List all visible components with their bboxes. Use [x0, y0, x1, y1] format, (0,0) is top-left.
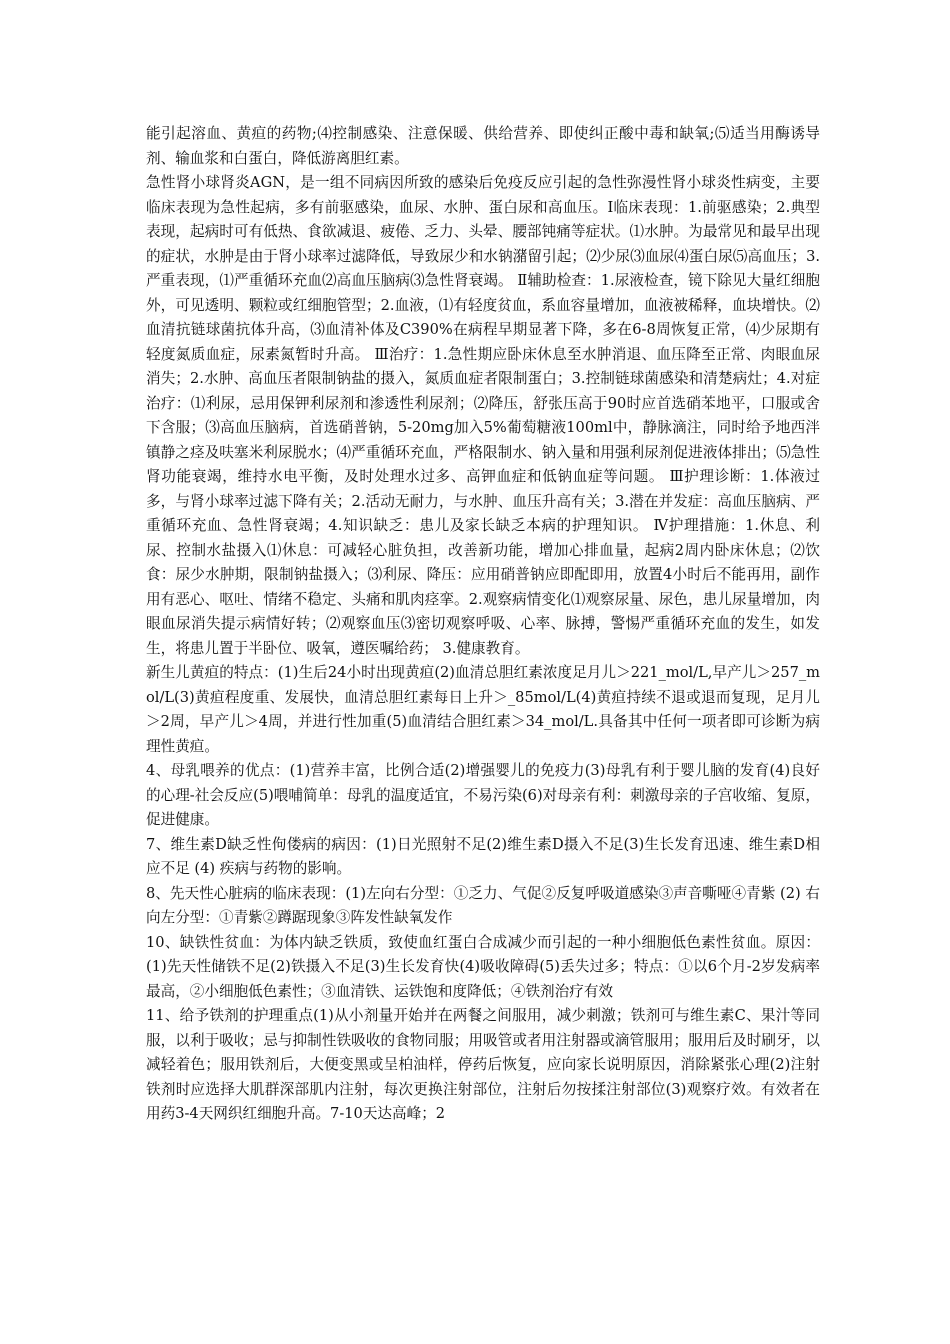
paragraph-iron-deficiency-anemia: 10、缺铁性贫血：为体内缺乏铁质，致使血红蛋白合成减少而引起的一种小细胞低色素性贫血。原因：(1)先天性储铁不足(2)铁摄入不足(3)生长发育快(4)吸收障碍(5)丢失过多；特点：①以6个月-2岁发病率最高，②小细胞低色素性；③血清铁、运铁饱和度降低；④铁剂治疗有效 [146, 933, 820, 1000]
paragraph-neonatal-jaundice-treatment: 能引起溶血、黄疸的药物;⑷控制感染、注意保暖、供给营养、即使纠正酸中毒和缺氧;⑸适当用酶诱导剂、输血浆和白蛋白，降低游离胆红素。 [146, 125, 820, 167]
paragraph-neonatal-jaundice-features: 新生儿黄疸的特点：(1)生后24小时出现黄疸(2)血清总胆红素浓度足月儿＞221_mol/L,早产儿＞257_mol/L(3)黄疸程度重、发展快，血清总胆红素每日上升＞_85mol/L(4)黄疸持续不退或退而复现，足月儿＞2周，早产儿＞4周，并进行性加重(5)血清结合胆红素＞34_mol/L.具备其中任何一项者即可诊断为病理性黄疸。 [146, 664, 820, 755]
paragraph-breastfeeding-advantages: 4、母乳喂养的优点：(1)营养丰富，比例合适(2)增强婴儿的免疫力(3)母乳有利于婴儿脑的发育(4)良好的心理-社会反应(5)喂哺简单：母乳的温度适宜，不易污染(6)对母亲有利：刺激母亲的子宫收缩、复原，促进健康。 [146, 762, 820, 828]
paragraph-acute-glomerulonephritis: 急性肾小球肾炎AGN，是一组不同病因所致的感染后免疫反应引起的急性弥漫性肾小球炎性病变，主要临床表现为急性起病，多有前驱感染，血尿、水肿、蛋白尿和高血压。Ⅰ临床表现：1.前驱感染；2.典型表现，起病时可有低热、食欲减退、疲倦、乏力、头晕、腰部钝痛等症状。⑴水肿。为最常见和最早出现的症状，水肿是由于肾小球率过滤降低，导致尿少和水钠潴留引起；⑵少尿⑶血尿⑷蛋白尿⑸高血压；3.严重表现，⑴严重循环充血⑵高血压脑病⑶急性肾衰竭。 Ⅱ辅助检查：1.尿液检查，镜下除见大量红细胞外，可见透明、颗粒或红细胞管型；2.血液，⑴有轻度贫血，系血容量增加，血液被稀释，血块增快。⑵血清抗链球菌抗体升高，⑶血清补体及C390%在病程早期显著下降，多在6-8周恢复正常，⑷少尿期有轻度氮质血症，尿素氮暂时升高。 Ⅲ治疗：1.急性期应卧床休息至水肿消退、血压降至正常、肉眼血尿消失；2.水肿、高血压者限制钠盐的摄入，氮质血症者限制蛋白；3.控制链球菌感染和清楚病灶；4.对症治疗：⑴利尿，忌用保钾利尿剂和渗透性利尿剂；⑵降压，舒张压高于90时应首选硝苯地平，口服或舍下含服；⑶高血压脑病，首选硝普钠，5-20mg加入5%葡萄糖液100ml中，静脉滴注，同时给予地西泮镇静之痉及呋塞米利尿脱水；⑷严重循环充血，严格限制水、钠入量和用强利尿剂促进液体排出；⑸急性肾功能衰竭，维持水电平衡，及时处理水过多、高钾血症和低钠血症等问题。 Ⅲ护理诊断：1.体液过多，与肾小球率过滤下降有关；2.活动无耐力，与水肿、血压升高有关；3.潜在并发症：高血压脑病、严重循环充血、急性肾衰竭；4.知识缺乏：患儿及家长缺乏本病的护理知识。 Ⅳ护理措施：1.休息、利尿、控制水盐摄入⑴休息：可减轻心脏负担，改善新功能，增加心排血量，起病2周内卧床休息；⑵饮食：尿少水肿期，限制钠盐摄入；⑶利尿、降压：应用硝普钠应即配即用，放置4小时后不能再用，副作用有恶心、呕吐、情绪不稳定、头痛和肌肉痉挛。2.观察病情变化⑴观察尿量、尿色，患儿尿量增加，肉眼血尿消失提示病情好转；⑵观察血压⑶密切观察呼吸、心率、脉搏，警惕严重循环充血的发生，如发生，将患儿置于半卧位、吸氧，遵医嘱给药； 3.健康教育。 [146, 174, 820, 657]
document-page [146, 122, 820, 1127]
paragraph-congenital-heart-disease: 8、先天性心脏病的临床表现：(1)左向右分型：①乏力、气促②反复呼吸道感染③声音嘶哑④青紫 (2) 右向左分型：①青紫②蹲踞现象③阵发性缺氧发作 [146, 884, 820, 926]
paragraph-rickets-causes: 7、维生素D缺乏性佝偻病的病因：(1)日光照射不足(2)维生素D摄入不足(3)生长发育迅速、维生素D相应不足 (4) 疾病与药物的影响。 [146, 835, 820, 877]
paragraph-iron-therapy-nursing: 11、给予铁剂的护理重点(1)从小剂量开始并在两餐之间服用，减少刺激；铁剂可与维生素C、果汁等同服，以利于吸收；忌与抑制性铁吸收的食物同服；用吸管或者用注射器或滴管服用；服用后及时刷牙，以减轻着色；服用铁剂后，大便变黑或呈柏油样，停药后恢复，应向家长说明原因，消除紧张心理(2)注射铁剂时应选择大肌群深部肌内注射，每次更换注射部位，注射后勿按揉注射部位(3)观察疗效。有效者在用药3-4天网织红细胞升高。7-10天达高峰；2 [146, 1007, 820, 1122]
